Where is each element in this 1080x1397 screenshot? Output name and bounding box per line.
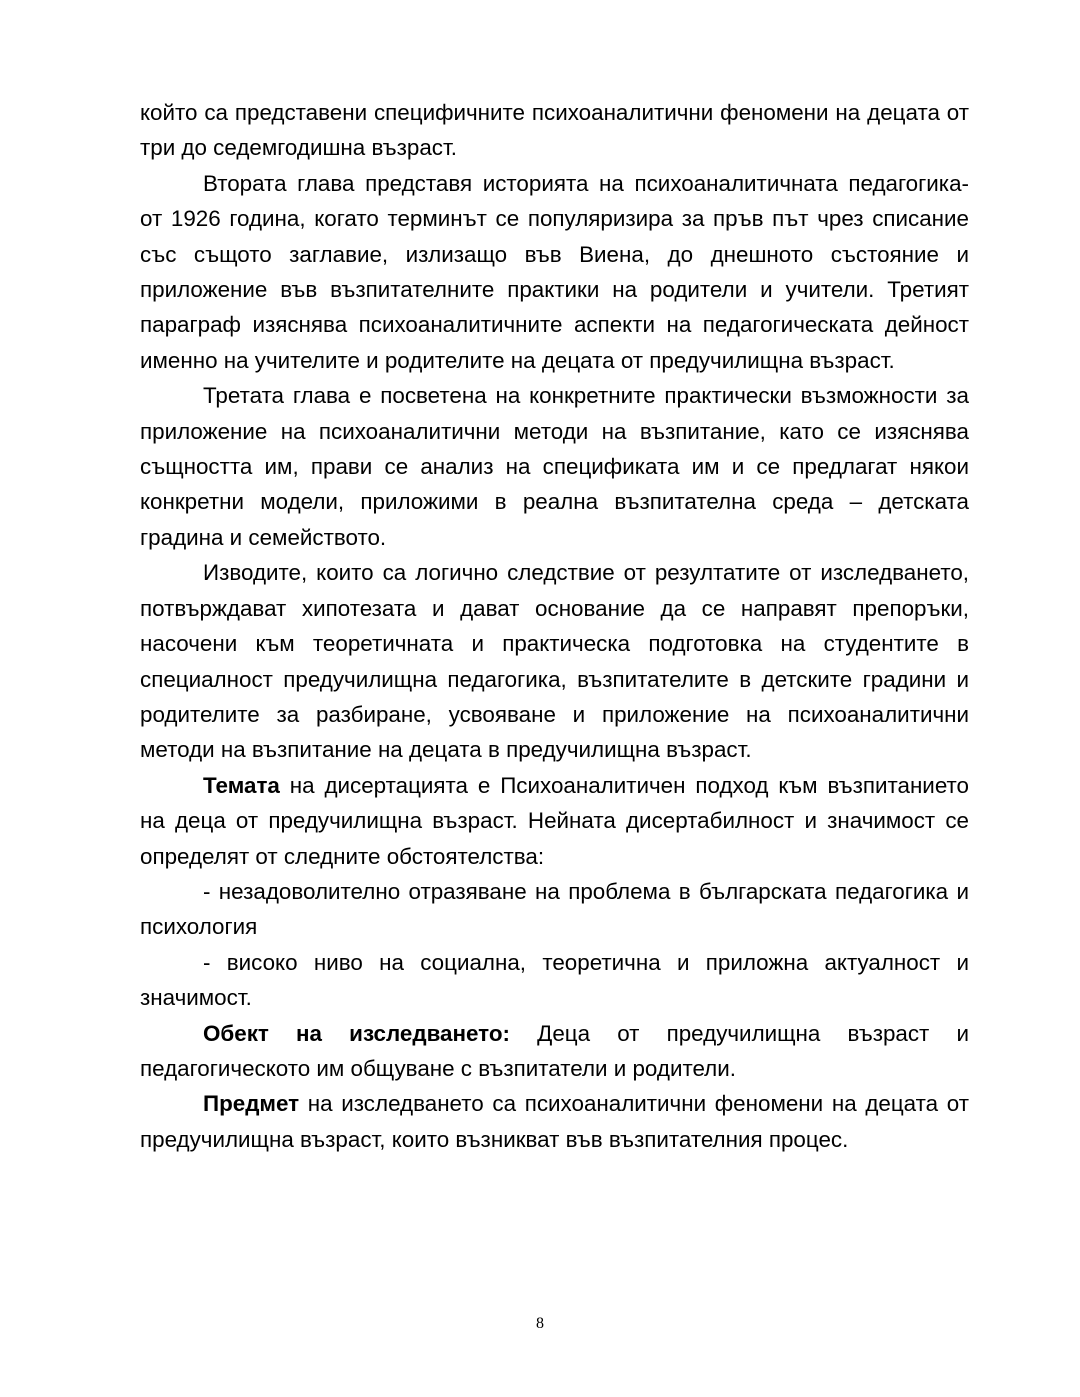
paragraph-subject xyxy=(140,1086,969,1157)
paragraph-text: Третата глава е посветена на конкретните практически възможности за приложение на психоаналитични методи на възпитание, като се изяснява същността им, прави се анализ на спецификата им и се предлагат някои конкретни модели, приложими в реална възпитателна среда – детската градина и семейството. xyxy=(140,383,969,550)
paragraph-text: - незадоволително отразяване на проблема в българската педагогика и психология xyxy=(140,878,969,940)
paragraph-object xyxy=(140,1016,969,1087)
paragraph-chapter-two xyxy=(140,166,969,378)
paragraph-bold-lead: Предмет xyxy=(203,1091,300,1117)
paragraph-text: който са представени специфичните психоаналитични феномени на децата от три до седемгодишна възраст. xyxy=(140,100,969,161)
paragraph-text: - високо ниво на социална, теоретична и приложна актуалност и значимост. xyxy=(140,949,969,1011)
paragraph-text: на изследването са психоаналитични феномени на децата от предучилищна възраст, които възникват във възпитателния процес. xyxy=(140,1091,969,1152)
paragraph-bullet-two xyxy=(140,945,969,1016)
document-body xyxy=(140,95,969,1157)
paragraph-text: на дисертацията е Психоаналитичен подход към възпитанието на деца от предучилищна възраст. Нейната дисертабилност и значимост се определят от следните обстоятелства: xyxy=(140,772,969,869)
paragraph-bullet-one xyxy=(140,874,969,945)
paragraph-bold-lead: Темата xyxy=(203,772,280,798)
paragraph-bold-lead: Обект на изследването: xyxy=(203,1020,510,1046)
page-number: 8 xyxy=(536,1315,544,1332)
paragraph-text: Изводите, които са логично следствие от резултатите от изследването, потвърждават хипотезата и дават основание да се направят препоръки, насочени към теоретичната и практическа подготовка на студентите в специалност предучилищна педагогика, възпитателите в детските градини и родителите за разбиране, усвояване и приложение на психоаналитични методи на възпитание на децата в предучилищна възраст. xyxy=(140,560,969,763)
paragraph-topic xyxy=(140,768,969,874)
paragraph-text: Втората глава представя историята на психоаналитичната педагогика- от 1926 година, когато терминът се популяризира за пръв път чрез списание със същото заглавие, излизащо във Виена, до днешното състояние и приложение във възпитателните практики на родители и учители. Третият параграф изяснява психоаналитичните аспекти на педагогическата дейност именно на учителите и родителите на децата от предучилищна възраст. xyxy=(140,170,969,373)
paragraph-text: Деца от предучилищна възраст и педагогическото им общуване с възпитатели и родители. xyxy=(140,1020,969,1081)
paragraph-intro-continuation xyxy=(140,95,969,166)
paragraph-chapter-three xyxy=(140,378,969,555)
paragraph-conclusions xyxy=(140,555,969,767)
